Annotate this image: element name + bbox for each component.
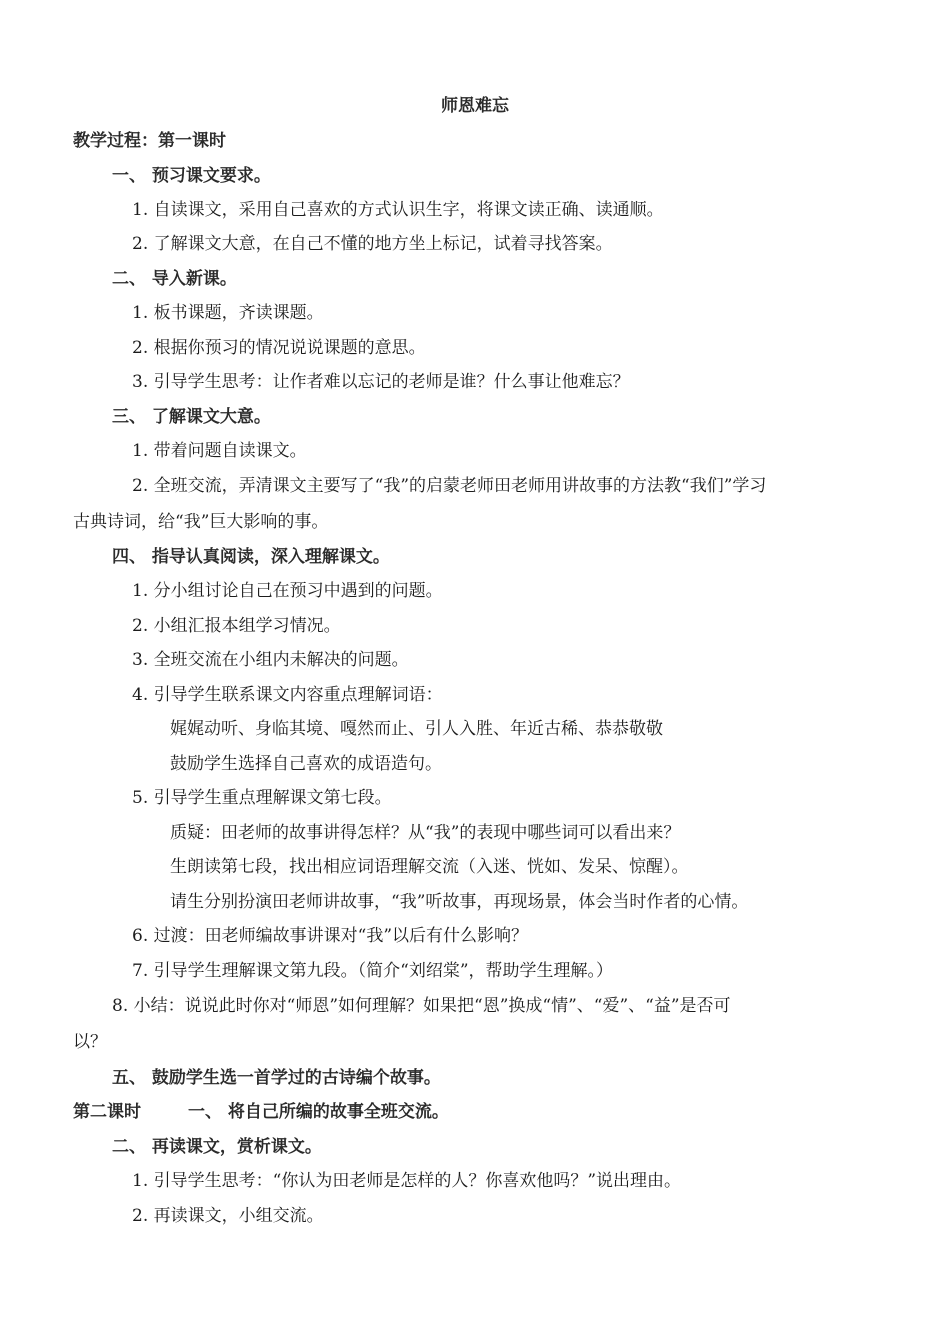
section-heading: 五、 鼓励学生选一首学过的古诗编个故事。	[112, 1068, 441, 1088]
sub-item: 生朗读第七段，找出相应词语理解交流（入迷、恍如、发呆、惊醒）。	[170, 857, 689, 877]
list-item-continuation: 古典诗词，给“我”巨大影响的事。	[73, 512, 329, 532]
sub-item: 鼓励学生选择自己喜欢的成语造句。	[170, 754, 442, 774]
list-item-continuation: 以？	[73, 1032, 107, 1052]
list-item-multiline: 2. 全班交流，弄清课文主要写了“我”的启蒙老师田老师用讲故事的方法教“我们”学习	[132, 476, 767, 496]
list-item: 4. 引导学生联系课文内容重点理解词语：	[132, 685, 443, 705]
list-item: 1. 带着问题自读课文。	[132, 441, 307, 461]
list-item: 5. 引导学生重点理解课文第七段。	[132, 788, 392, 808]
list-item: 1. 板书课题，齐读课题。	[132, 303, 324, 323]
sub-item: 质疑：田老师的故事讲得怎样？从“我”的表现中哪些词可以看出来？	[170, 823, 681, 843]
list-item: 6. 过渡：田老师编故事讲课对“我”以后有什么影响？	[132, 926, 529, 946]
section-heading: 二、 再读课文，赏析课文。	[112, 1137, 322, 1157]
list-item: 1. 自读课文，采用自己喜欢的方式认识生字，将课文读正确、读通顺。	[132, 200, 664, 220]
section-heading: 四、 指导认真阅读，深入理解课文。	[112, 547, 390, 567]
section-heading: 一、 将自己所编的故事全班交流。	[188, 1102, 449, 1122]
list-item: 3. 引导学生思考：让作者难以忘记的老师是谁？什么事让他难忘？	[132, 372, 630, 392]
list-item: 1. 分小组讨论自己在预习中遇到的问题。	[132, 581, 443, 601]
section-heading: 二、 导入新课。	[112, 269, 237, 289]
list-item: 2. 了解课文大意，在自己不懂的地方坐上标记，试着寻找答案。	[132, 234, 613, 254]
list-item: 2. 根据你预习的情况说说课题的意思。	[132, 338, 426, 358]
vocabulary-list: 娓娓动听、身临其境、嘎然而止、引人入胜、年近古稀、恭恭敬敬	[170, 719, 663, 739]
teaching-process-heading: 教学过程：第一课时	[73, 131, 226, 151]
list-item: 1. 引导学生思考：“你认为田老师是怎样的人？你喜欢他吗？”说出理由。	[132, 1171, 682, 1191]
list-item: 2. 小组汇报本组学习情况。	[132, 616, 341, 636]
list-item: 7. 引导学生理解课文第九段。（简介“刘绍棠”，帮助学生理解。）	[132, 961, 614, 981]
list-item-multiline: 8. 小结：说说此时你对“师恩”如何理解？如果把“恩”换成“情”、“爱”、“益”是否可	[112, 996, 731, 1016]
document-title: 师恩难忘	[441, 96, 509, 116]
section-heading: 一、 预习课文要求。	[112, 166, 271, 186]
section-heading: 三、 了解课文大意。	[112, 407, 271, 427]
lesson-two-label: 第二课时	[73, 1102, 141, 1122]
list-item: 2. 再读课文，小组交流。	[132, 1206, 324, 1226]
list-item: 3. 全班交流在小组内未解决的问题。	[132, 650, 409, 670]
sub-item: 请生分别扮演田老师讲故事，“我”听故事，再现场景，体会当时作者的心情。	[170, 892, 749, 912]
